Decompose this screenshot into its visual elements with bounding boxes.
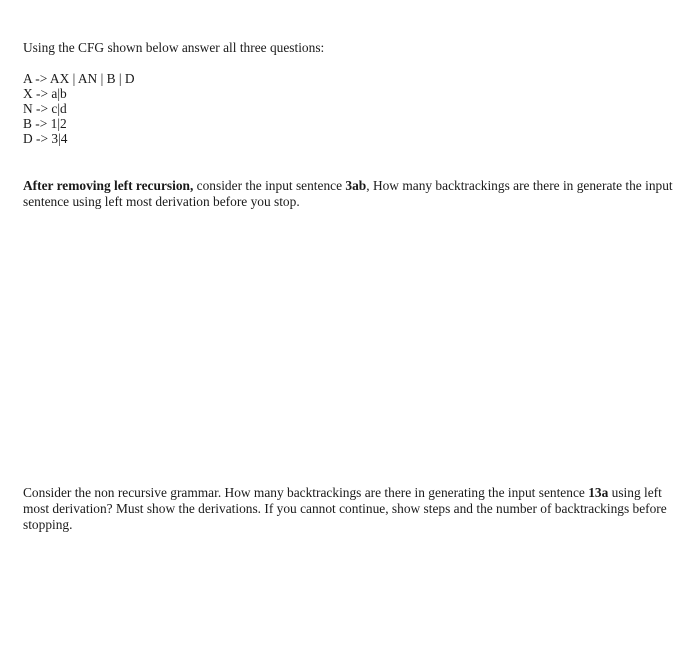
grammar-rule-x: X -> a|b (23, 86, 67, 101)
question-2-text-a: Consider the non recursive grammar. How many backtrackings are there in generating the input sentence (23, 485, 589, 500)
grammar-rules (23, 71, 135, 146)
grammar-rule-b: B -> 1|2 (23, 116, 67, 131)
question-1-input: 3ab (345, 178, 367, 193)
instructions-text: Using the CFG shown below answer all three questions: (23, 40, 325, 55)
question-2 (23, 485, 675, 533)
question-2-input: 13a (588, 485, 609, 500)
grammar-rule-a: A -> AX | AN | B | D (23, 71, 135, 86)
question-2-text-b: using left most derivation? Must show the derivations. If you cannot continue, show steps and the number of backtrackings before stopping. (23, 485, 667, 532)
question-1-lead: After removing left recursion, (23, 178, 194, 193)
question-1-text-a: consider the input sentence (193, 178, 346, 193)
question-1-text-b: , How many backtrackings are there in generate the input sentence using left most derivation before you stop. (23, 178, 673, 209)
grammar-rule-d: D -> 3|4 (23, 131, 68, 146)
grammar-rule-n: N -> c|d (23, 101, 67, 116)
question-1 (23, 178, 673, 210)
